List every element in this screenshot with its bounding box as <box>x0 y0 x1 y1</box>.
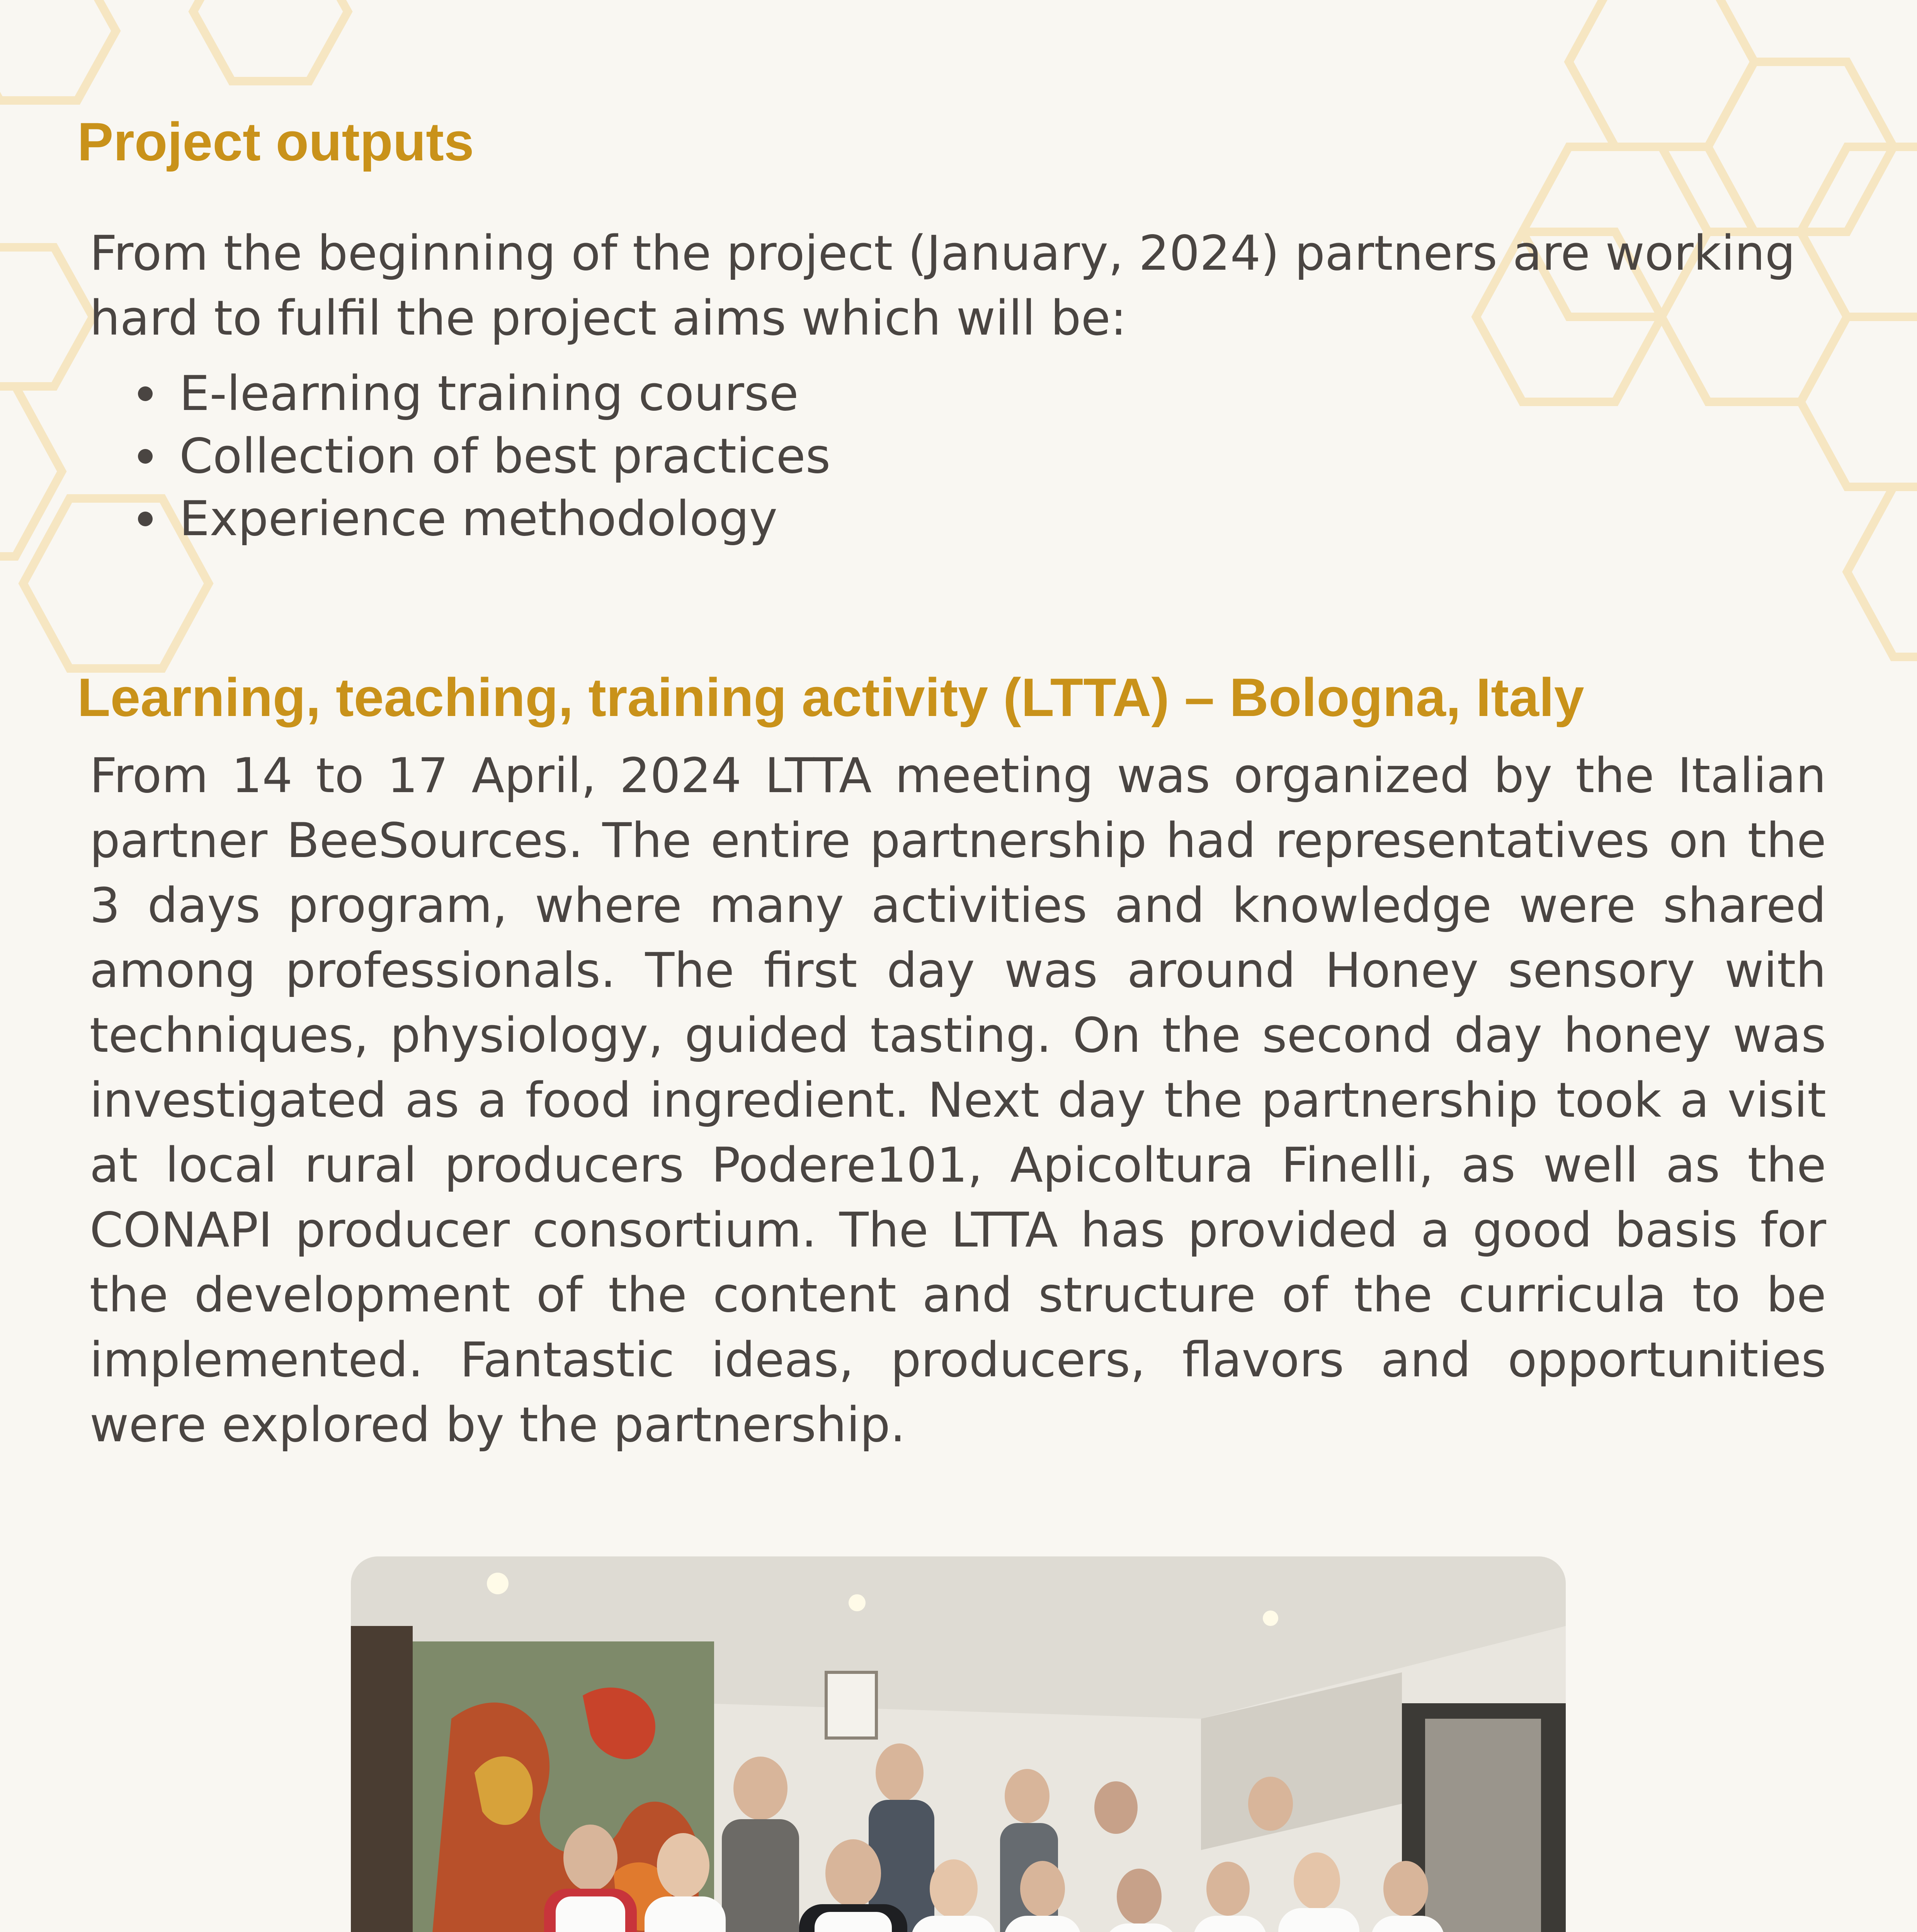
section-heading-project-outputs: Project outputs <box>77 111 474 172</box>
bullet-icon <box>138 386 153 401</box>
bullet-icon <box>138 512 153 526</box>
bullet-icon <box>138 449 153 464</box>
section-heading-ltta: Learning, teaching, training activity (LTTA) – Bologna, Italy <box>77 667 1584 728</box>
list-item <box>90 425 830 488</box>
list-item-label: Experience methodology <box>179 491 778 547</box>
list-item <box>90 362 830 425</box>
list-item <box>90 488 830 550</box>
project-outputs-intro: From the beginning of the project (January, 2024) partners are working hard to fulfil the project aims which will be: <box>90 226 1796 346</box>
project-outputs-list <box>90 362 830 550</box>
group-photo <box>351 1556 1566 1932</box>
ltta-description: From 14 to 17 April, 2024 LTTA meeting was organized by the Italian partner BeeSources. The entire partnership had representatives on the 3 days program, where many activities and knowledge were shared among professionals. The first day was around Honey sensory with techniques, physiology, guided tasting. On the second day honey was investigated as a food ingredient. Next day the partnership took a visit at local rural producers Podere101, Apicoltura Finelli, as well as the CONAPI producer consortium. The LTTA has provided a good basis for the development of the content and structure of the curricula to be implemented. Fantastic ideas, producers, flavors and opportunities were explored by the partnership. <box>90 748 1826 1453</box>
list-item-label: Collection of best practices <box>179 429 831 484</box>
list-item-label: E-learning training course <box>179 366 799 422</box>
